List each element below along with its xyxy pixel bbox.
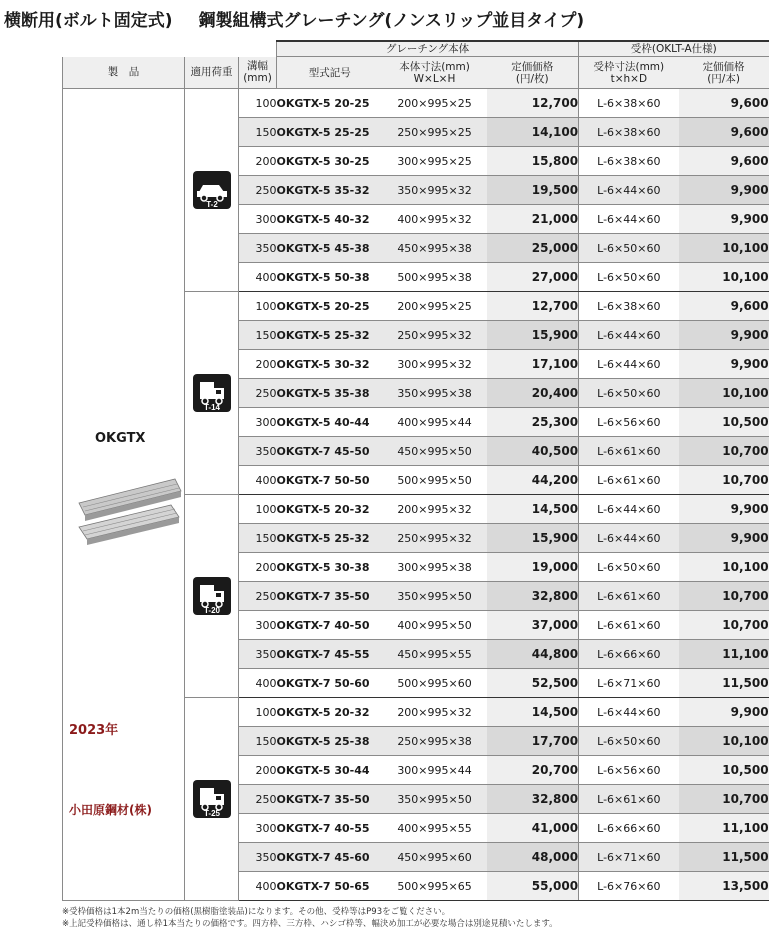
frame-price-cell: 9,900 <box>679 698 769 727</box>
width-cell: 400 <box>239 263 277 292</box>
width-cell: 100 <box>239 292 277 321</box>
model-cell: OKGTX-5 20-32 <box>277 698 383 727</box>
frame-dim-cell: L-6×61×60 <box>579 437 679 466</box>
frame-price-cell: 9,900 <box>679 321 769 350</box>
width-cell: 100 <box>239 89 277 118</box>
col-load: 適用荷重 <box>185 57 239 89</box>
model-cell: OKGTX-7 45-50 <box>277 437 383 466</box>
footnote: ※上記受枠価格は、通し枠1本当たりの価格です。四方枠、三方枠、ハシゴ枠等、幅決め加工が必要な場合は別途見積いたします。 <box>62 919 558 929</box>
body-dim-cell: 250×995×32 <box>383 524 487 553</box>
frame-price-cell: 9,600 <box>679 118 769 147</box>
price-cell: 14,500 <box>487 495 579 524</box>
model-cell: OKGTX-7 50-60 <box>277 669 383 698</box>
price-cell: 52,500 <box>487 669 579 698</box>
load-cell <box>185 292 239 495</box>
price-cell: 19,000 <box>487 553 579 582</box>
frame-dim-cell: L-6×61×60 <box>579 785 679 814</box>
car-icon <box>192 170 232 210</box>
col-product: 製 品 <box>63 57 185 89</box>
frame-dim-cell: L-6×38×60 <box>579 292 679 321</box>
model-cell: OKGTX-5 40-32 <box>277 205 383 234</box>
width-cell: 350 <box>239 437 277 466</box>
width-cell: 200 <box>239 350 277 379</box>
width-cell: 300 <box>239 205 277 234</box>
frame-dim-cell: L-6×76×60 <box>579 872 679 901</box>
model-cell: OKGTX-5 20-25 <box>277 292 383 321</box>
body-dim-cell: 450×995×50 <box>383 437 487 466</box>
body-dim-cell: 200×995×25 <box>383 292 487 321</box>
frame-price-cell: 10,100 <box>679 234 769 263</box>
width-cell: 150 <box>239 727 277 756</box>
price-cell: 15,900 <box>487 524 579 553</box>
load-cell <box>185 698 239 901</box>
frame-dim-cell: L-6×66×60 <box>579 640 679 669</box>
price-cell: 55,000 <box>487 872 579 901</box>
model-cell: OKGTX-5 35-38 <box>277 379 383 408</box>
frame-price-cell: 9,600 <box>679 147 769 176</box>
price-cell: 40,500 <box>487 437 579 466</box>
body-dim-cell: 300×995×44 <box>383 756 487 785</box>
frame-dim-cell: L-6×50×60 <box>579 379 679 408</box>
frame-price-cell: 10,700 <box>679 611 769 640</box>
frame-price-cell: 11,100 <box>679 640 769 669</box>
body-dim-cell: 350×995×38 <box>383 379 487 408</box>
price-cell: 44,200 <box>487 466 579 495</box>
model-cell: OKGTX-5 25-32 <box>277 321 383 350</box>
price-table <box>62 40 769 901</box>
width-cell: 200 <box>239 147 277 176</box>
body-dim-cell: 500×995×65 <box>383 872 487 901</box>
frame-dim-cell: L-6×50×60 <box>579 234 679 263</box>
page-title <box>4 6 766 32</box>
frame-dim-cell: L-6×61×60 <box>579 582 679 611</box>
price-cell: 44,800 <box>487 640 579 669</box>
price-cell: 25,300 <box>487 408 579 437</box>
frame-price-cell: 11,500 <box>679 843 769 872</box>
model-cell: OKGTX-7 45-55 <box>277 640 383 669</box>
frame-price-cell: 11,100 <box>679 814 769 843</box>
frame-dim-cell: L-6×71×60 <box>579 669 679 698</box>
model-cell: OKGTX-7 35-50 <box>277 785 383 814</box>
body-dim-cell: 400×995×44 <box>383 408 487 437</box>
frame-dim-cell: L-6×61×60 <box>579 611 679 640</box>
model-cell: OKGTX-5 30-25 <box>277 147 383 176</box>
frame-dim-cell: L-6×44×60 <box>579 350 679 379</box>
body-dim-cell: 300×995×25 <box>383 147 487 176</box>
body-dim-cell: 450×995×55 <box>383 640 487 669</box>
frame-dim-cell: L-6×44×60 <box>579 524 679 553</box>
model-cell: OKGTX-5 35-32 <box>277 176 383 205</box>
load-icon-label: T-14 <box>203 403 220 412</box>
price-cell: 15,900 <box>487 321 579 350</box>
price-cell: 17,700 <box>487 727 579 756</box>
frame-price-cell: 10,100 <box>679 263 769 292</box>
width-cell: 250 <box>239 379 277 408</box>
frame-price-cell: 9,600 <box>679 292 769 321</box>
price-cell: 14,500 <box>487 698 579 727</box>
body-dim-cell: 500×995×38 <box>383 263 487 292</box>
model-cell: OKGTX-5 25-32 <box>277 524 383 553</box>
body-dim-cell: 350×995×50 <box>383 582 487 611</box>
price-cell: 37,000 <box>487 611 579 640</box>
frame-price-cell: 9,900 <box>679 176 769 205</box>
model-cell: OKGTX-5 30-38 <box>277 553 383 582</box>
price-cell: 27,000 <box>487 263 579 292</box>
frame-price-cell: 10,500 <box>679 408 769 437</box>
load-icon-label: T-25 <box>203 809 220 818</box>
price-cell: 14,100 <box>487 118 579 147</box>
frame-dim-cell: L-6×50×60 <box>579 727 679 756</box>
frame-price-cell: 9,900 <box>679 205 769 234</box>
load-icon-label: T-2 <box>205 200 218 209</box>
width-cell: 350 <box>239 843 277 872</box>
frame-price-cell: 10,700 <box>679 437 769 466</box>
grating-image <box>75 457 183 575</box>
frame-dim-cell: L-6×61×60 <box>579 466 679 495</box>
width-cell: 300 <box>239 611 277 640</box>
model-cell: OKGTX-5 20-25 <box>277 89 383 118</box>
title-left: 横断用(ボルト固定式) <box>4 11 173 31</box>
body-dim-cell: 450×995×38 <box>383 234 487 263</box>
price-cell: 19,500 <box>487 176 579 205</box>
body-dim-cell: 250×995×25 <box>383 118 487 147</box>
price-cell: 12,700 <box>487 89 579 118</box>
frame-price-cell: 11,500 <box>679 669 769 698</box>
frame-price-cell: 9,900 <box>679 524 769 553</box>
col-price: 定価価格 (円/枚) <box>487 57 579 89</box>
maker-label: 小田原鋼材(株) <box>69 803 152 817</box>
frame-price-cell: 10,100 <box>679 553 769 582</box>
body-dim-cell: 500×995×60 <box>383 669 487 698</box>
col-width: 溝幅 (mm) <box>239 57 277 89</box>
model-cell: OKGTX-5 45-38 <box>277 234 383 263</box>
model-cell: OKGTX-7 35-50 <box>277 582 383 611</box>
width-cell: 250 <box>239 176 277 205</box>
width-cell: 400 <box>239 872 277 901</box>
frame-price-cell: 10,700 <box>679 582 769 611</box>
frame-dim-cell: L-6×44×60 <box>579 176 679 205</box>
model-cell: OKGTX-5 25-38 <box>277 727 383 756</box>
table-body <box>63 89 769 901</box>
body-dim-cell: 200×995×32 <box>383 698 487 727</box>
width-cell: 400 <box>239 669 277 698</box>
col-model: 型式記号 <box>277 57 383 89</box>
body-dim-cell: 200×995×32 <box>383 495 487 524</box>
price-cell: 48,000 <box>487 843 579 872</box>
frame-dim-cell: L-6×44×60 <box>579 321 679 350</box>
frame-dim-cell: L-6×38×60 <box>579 147 679 176</box>
frame-price-cell: 9,900 <box>679 495 769 524</box>
price-cell: 41,000 <box>487 814 579 843</box>
width-cell: 100 <box>239 698 277 727</box>
frame-price-cell: 10,100 <box>679 727 769 756</box>
model-cell: OKGTX-7 40-55 <box>277 814 383 843</box>
width-cell: 100 <box>239 495 277 524</box>
frame-dim-cell: L-6×38×60 <box>579 89 679 118</box>
width-cell: 200 <box>239 553 277 582</box>
width-cell: 400 <box>239 466 277 495</box>
frame-price-cell: 10,500 <box>679 756 769 785</box>
frame-price-cell: 13,500 <box>679 872 769 901</box>
price-cell: 20,400 <box>487 379 579 408</box>
price-cell: 32,800 <box>487 582 579 611</box>
body-dim-cell: 350×995×32 <box>383 176 487 205</box>
model-cell: OKGTX-5 30-32 <box>277 350 383 379</box>
frame-dim-cell: L-6×56×60 <box>579 408 679 437</box>
frame-dim-cell: L-6×44×60 <box>579 205 679 234</box>
body-dim-cell: 400×995×55 <box>383 814 487 843</box>
title-right: 鋼製組構式グレーチング(ノンスリップ並目タイプ) <box>198 11 585 31</box>
grating-group-header: グレーチング本体 <box>277 41 579 57</box>
body-dim-cell: 450×995×60 <box>383 843 487 872</box>
table-row <box>63 89 769 118</box>
frame-dim-cell: L-6×50×60 <box>579 263 679 292</box>
frame-price-cell: 10,100 <box>679 379 769 408</box>
model-cell: OKGTX-5 30-44 <box>277 756 383 785</box>
truck-icon <box>192 373 232 413</box>
load-cell <box>185 495 239 698</box>
col-frame-dim: 受枠寸法(mm) t×h×D <box>579 57 679 89</box>
frame-group-header: 受枠(OKLT-A仕様) <box>579 41 769 57</box>
frame-dim-cell: L-6×56×60 <box>579 756 679 785</box>
width-cell: 350 <box>239 640 277 669</box>
frame-price-cell: 9,600 <box>679 89 769 118</box>
body-dim-cell: 300×995×32 <box>383 350 487 379</box>
body-dim-cell: 400×995×32 <box>383 205 487 234</box>
col-frame-price: 定価価格 (円/本) <box>679 57 769 89</box>
price-cell: 17,100 <box>487 350 579 379</box>
product-name: OKGTX <box>95 431 146 446</box>
price-cell: 15,800 <box>487 147 579 176</box>
model-cell: OKGTX-5 50-38 <box>277 263 383 292</box>
width-cell: 150 <box>239 321 277 350</box>
col-body-dim: 本体寸法(mm) W×L×H <box>383 57 487 89</box>
width-cell: 250 <box>239 582 277 611</box>
frame-dim-cell: L-6×44×60 <box>579 495 679 524</box>
frame-price-cell: 9,900 <box>679 350 769 379</box>
price-cell: 20,700 <box>487 756 579 785</box>
frame-dim-cell: L-6×66×60 <box>579 814 679 843</box>
body-dim-cell: 200×995×25 <box>383 89 487 118</box>
product-cell <box>63 89 185 901</box>
model-cell: OKGTX-7 50-65 <box>277 872 383 901</box>
frame-dim-cell: L-6×50×60 <box>579 553 679 582</box>
body-dim-cell: 400×995×50 <box>383 611 487 640</box>
load-icon-label: T-20 <box>203 606 220 615</box>
price-cell: 21,000 <box>487 205 579 234</box>
model-cell: OKGTX-7 45-60 <box>277 843 383 872</box>
year-label: 2023年 <box>69 723 119 738</box>
price-cell: 32,800 <box>487 785 579 814</box>
width-cell: 300 <box>239 408 277 437</box>
width-cell: 250 <box>239 785 277 814</box>
model-cell: OKGTX-5 20-32 <box>277 495 383 524</box>
load-cell <box>185 89 239 292</box>
frame-dim-cell: L-6×38×60 <box>579 118 679 147</box>
width-cell: 300 <box>239 814 277 843</box>
price-cell: 25,000 <box>487 234 579 263</box>
model-cell: OKGTX-5 25-25 <box>277 118 383 147</box>
body-dim-cell: 250×995×32 <box>383 321 487 350</box>
width-cell: 350 <box>239 234 277 263</box>
model-cell: OKGTX-7 40-50 <box>277 611 383 640</box>
footnotes <box>62 906 766 930</box>
model-cell: OKGTX-5 40-44 <box>277 408 383 437</box>
truck-icon <box>192 779 232 819</box>
frame-price-cell: 10,700 <box>679 466 769 495</box>
footnote: ※受枠価格は1本2m当たりの価格(黒樹脂塗装品)になります。その他、受枠等はP93をご覧ください。 <box>62 907 451 917</box>
truck-icon <box>192 576 232 616</box>
frame-dim-cell: L-6×71×60 <box>579 843 679 872</box>
width-cell: 200 <box>239 756 277 785</box>
body-dim-cell: 300×995×38 <box>383 553 487 582</box>
body-dim-cell: 350×995×50 <box>383 785 487 814</box>
price-cell: 12,700 <box>487 292 579 321</box>
body-dim-cell: 500×995×50 <box>383 466 487 495</box>
body-dim-cell: 250×995×38 <box>383 727 487 756</box>
width-cell: 150 <box>239 118 277 147</box>
model-cell: OKGTX-7 50-50 <box>277 466 383 495</box>
frame-dim-cell: L-6×44×60 <box>579 698 679 727</box>
width-cell: 150 <box>239 524 277 553</box>
frame-price-cell: 10,700 <box>679 785 769 814</box>
